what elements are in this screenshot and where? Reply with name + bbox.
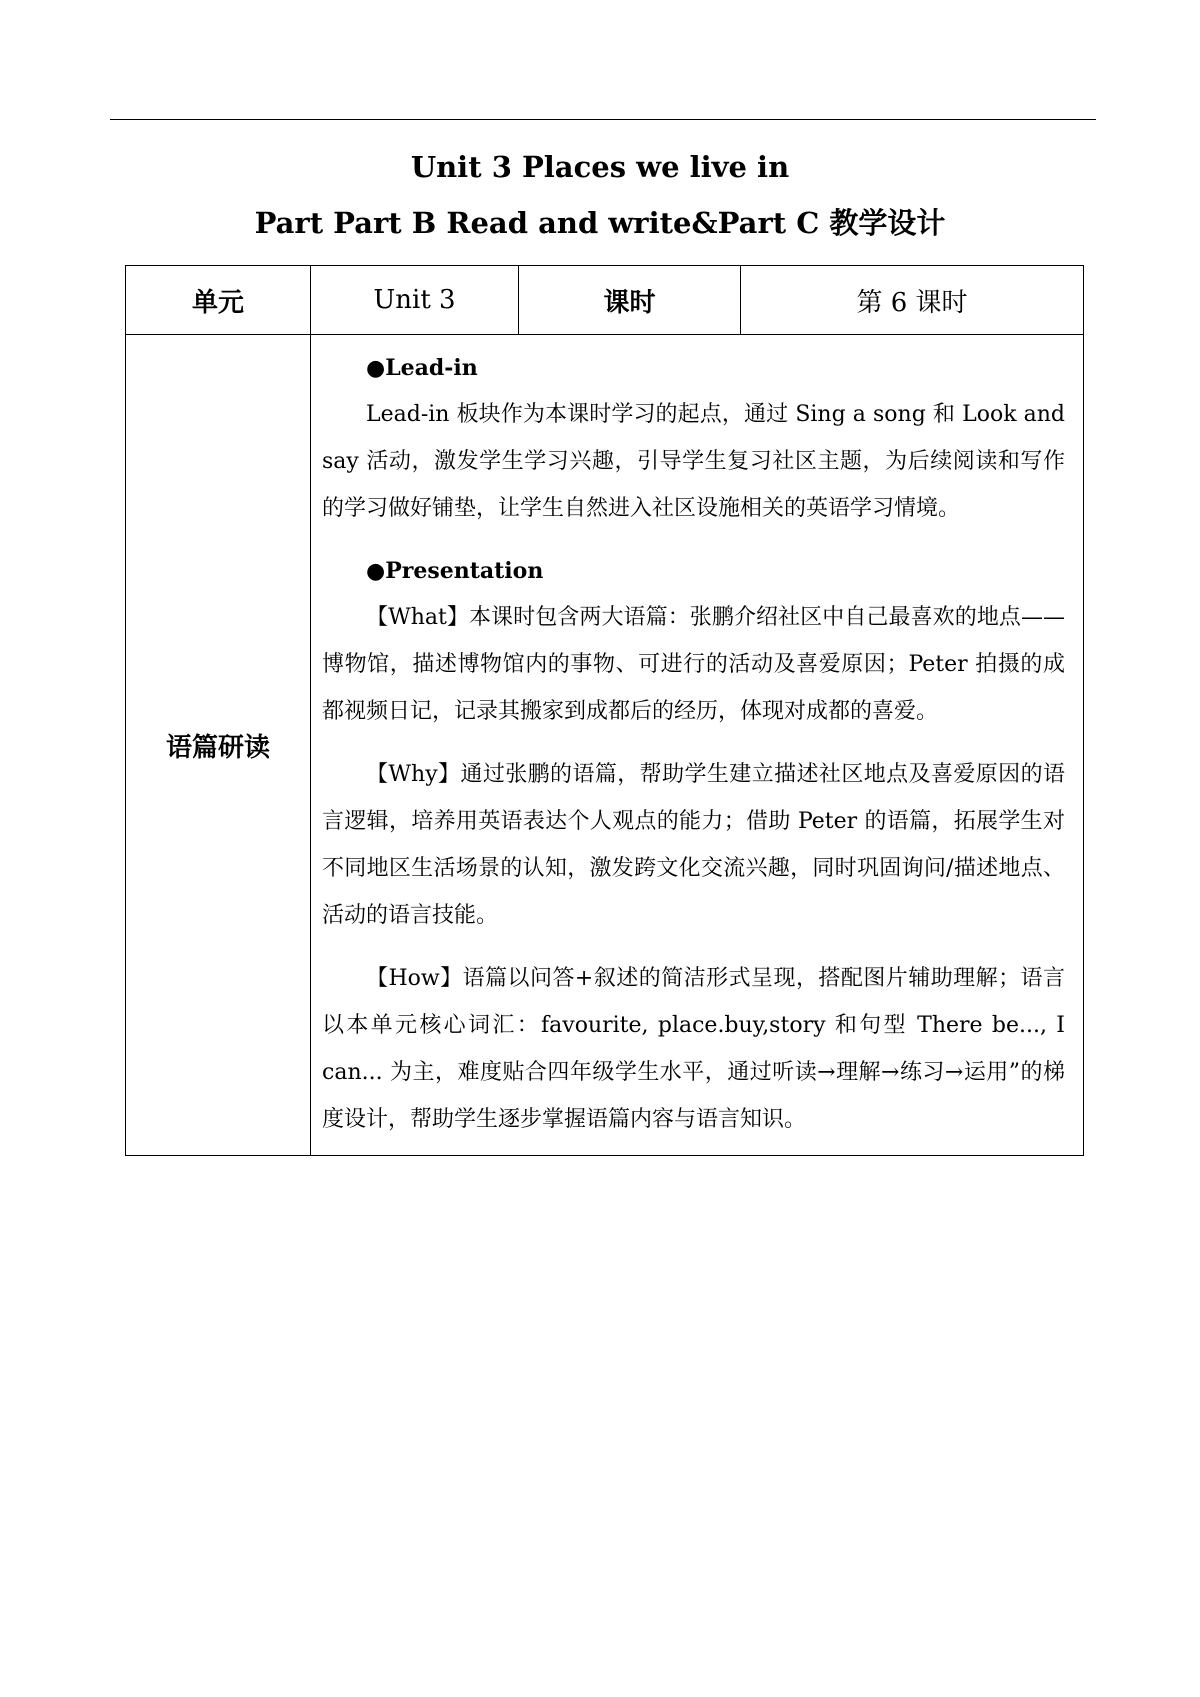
leadin-paragraph: Lead-in 板块作为本课时学习的起点，通过 Sing a song 和 Look and say 活动，激发学生学习兴趣，引导学生复习社区主题，为后续阅读和写作的学习做好铺垫，让学生自然进入社区设施相关的英语学习情境。 xyxy=(322,402,1065,521)
why-paragraph: 【Why】通过张鹏的语篇，帮助学生建立描述社区地点及喜爱原因的语言逻辑，培养用英语表达个人观点的能力；借助 Peter 的语篇，拓展学生对不同地区生活场景的认知，激发跨文化交流兴趣，同时巩固询问/描述地点、活动的语言技能。 xyxy=(322,762,1065,928)
document-subtitle: Part Part B Read and write&Part C 教学设计 xyxy=(254,206,946,240)
presentation-heading: ●Presentation xyxy=(366,558,544,584)
unit-value: Unit 3 xyxy=(311,266,519,335)
table-header-row xyxy=(126,266,1084,335)
leadin-heading: ●Lead-in xyxy=(366,355,478,381)
period-label: 课时 xyxy=(519,266,741,335)
header-rule xyxy=(110,119,1096,120)
section-label: 语篇研读 xyxy=(126,335,311,1156)
unit-label: 单元 xyxy=(126,266,311,335)
what-paragraph: 【What】本课时包含两大语篇：张鹏介绍社区中自己最喜欢的地点——博物馆，描述博物馆内的事物、可进行的活动及喜爱原因；Peter 拍摄的成都视频日记，记录其搬家到成都后的经历，体现对成都的喜爱。 xyxy=(322,605,1065,724)
how-paragraph: 【How】语篇以问答+叙述的简洁形式呈现，搭配图片辅助理解；语言以本单元核心词汇：favourite, place.buy,story 和句型 There be..., I can... 为主，难度贴合四年级学生水平，通过听读→理解→练习→运用”的梯度设计，帮助学生逐步掌握语篇内容与语言知识。 xyxy=(322,966,1065,1132)
period-value: 第 6 课时 xyxy=(741,266,1084,335)
document-title: Unit 3 Places we live in xyxy=(410,150,790,184)
table-content-row xyxy=(126,335,1084,1156)
content-cell xyxy=(311,335,1084,1156)
lesson-plan-table xyxy=(125,265,1084,1156)
